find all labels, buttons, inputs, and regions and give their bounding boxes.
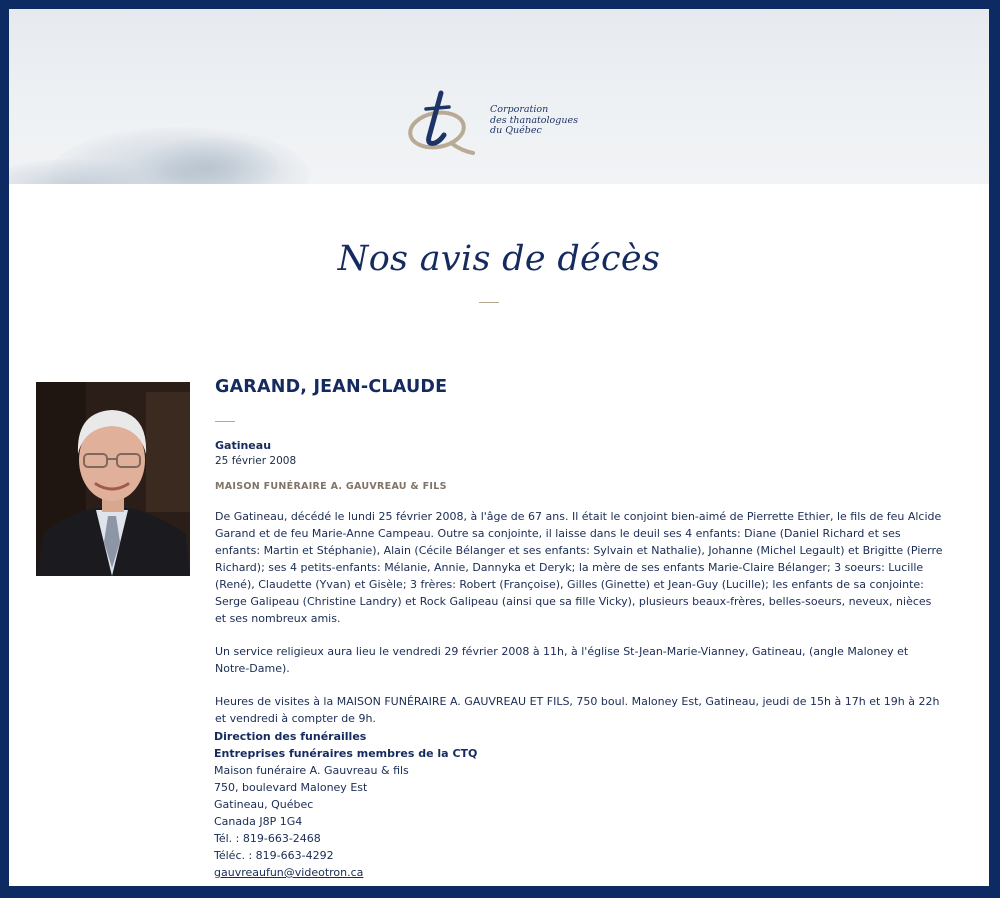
page-title: Nos avis de décès: [337, 239, 661, 279]
obituary-content: [215, 377, 945, 727]
obituary-city: Gatineau: [215, 439, 272, 452]
direction-phone: Tél. : 819-663-2468: [214, 832, 321, 845]
logo-line-3: du Québec: [490, 125, 542, 136]
obituary-paragraph-1: De Gatineau, décédé le lundi 25 février 2008, à l'âge de 67 ans. Il était le conjoint bien-aimé de Pierrette Ethier, le fils de feu Alcide Garand et de feu Marie-Anne Campeau. Outre sa conjointe, il laisse dans le deuil ses 4 enfants: Diane (Daniel Richard et ses enfants: Martin et Stéphanie), Alain (Cécile Bélanger et ses enfants: Sylvain et Nathalie), Johanne (Michel Legault) et Brigitte (Pierre Richard); ses 4 petits-enfants: Mélanie, Annie, Dannyka et Deryk; la mère de ses enfants Marie-Claire Bélanger; 3 soeurs: Lucille (René), Claudette (Yvan) et Gisèle; 3 frères: Robert (Françoise), Gilles (Ginette) et Jean-Guy (Lucille); les enfants de sa conjointe: Serge Galipeau (Christine Landry) et Rock Galipeau (ainsi que sa fille Vicky), plusieurs beaux-frères, belles-soeurs, neveux, nièces et ses nombreux amis.: [215, 510, 943, 625]
direction-postal: Canada J8P 1G4: [214, 815, 303, 828]
deceased-name: GARAND, JEAN-CLAUDE: [215, 377, 448, 397]
name-divider: [215, 421, 235, 422]
ctq-logo-mark-icon: [407, 85, 477, 157]
direction-fax: Téléc. : 819-663-4292: [214, 849, 334, 862]
direction-address: 750, boulevard Maloney Est: [214, 781, 368, 794]
funeral-direction-block: [214, 728, 477, 881]
direction-subheading: Entreprises funéraires membres de la CTQ: [214, 747, 478, 760]
direction-heading: Direction des funérailles: [214, 730, 367, 743]
ctq-logo[interactable]: [407, 85, 577, 157]
deceased-photo: [36, 382, 190, 576]
funeral-home-name: MAISON FUNÉRAIRE A. GAUVREAU & FILS: [215, 481, 447, 492]
obituary-paragraph-3: Heures de visites à la MAISON FUNÉRAIRE A. GAUVREAU ET FILS, 750 boul. Maloney Est, Gatineau, jeudi de 15h à 17h et 19h à 22h et vendredi à compter de 9h.: [215, 695, 940, 725]
ctq-logo-text: [490, 105, 578, 137]
title-divider: [479, 302, 499, 303]
obituary-paragraph-2: Un service religieux aura lieu le vendredi 29 février 2008 à 11h, à l'église St-Jean-Marie-Vianney, Gatineau, (angle Maloney et Notre-Dame).: [215, 645, 909, 675]
obituary-date: 25 février 2008: [215, 455, 297, 467]
logo-line-1: Corporation: [490, 104, 549, 115]
logo-line-2: des thanatologues: [490, 114, 578, 126]
page-frame: [9, 9, 989, 886]
direction-email-link[interactable]: gauvreaufun@videotron.ca: [214, 866, 364, 879]
header-banner: [9, 9, 989, 184]
direction-city: Gatineau, Québec: [214, 798, 314, 811]
direction-company: Maison funéraire A. Gauvreau & fils: [214, 764, 409, 777]
